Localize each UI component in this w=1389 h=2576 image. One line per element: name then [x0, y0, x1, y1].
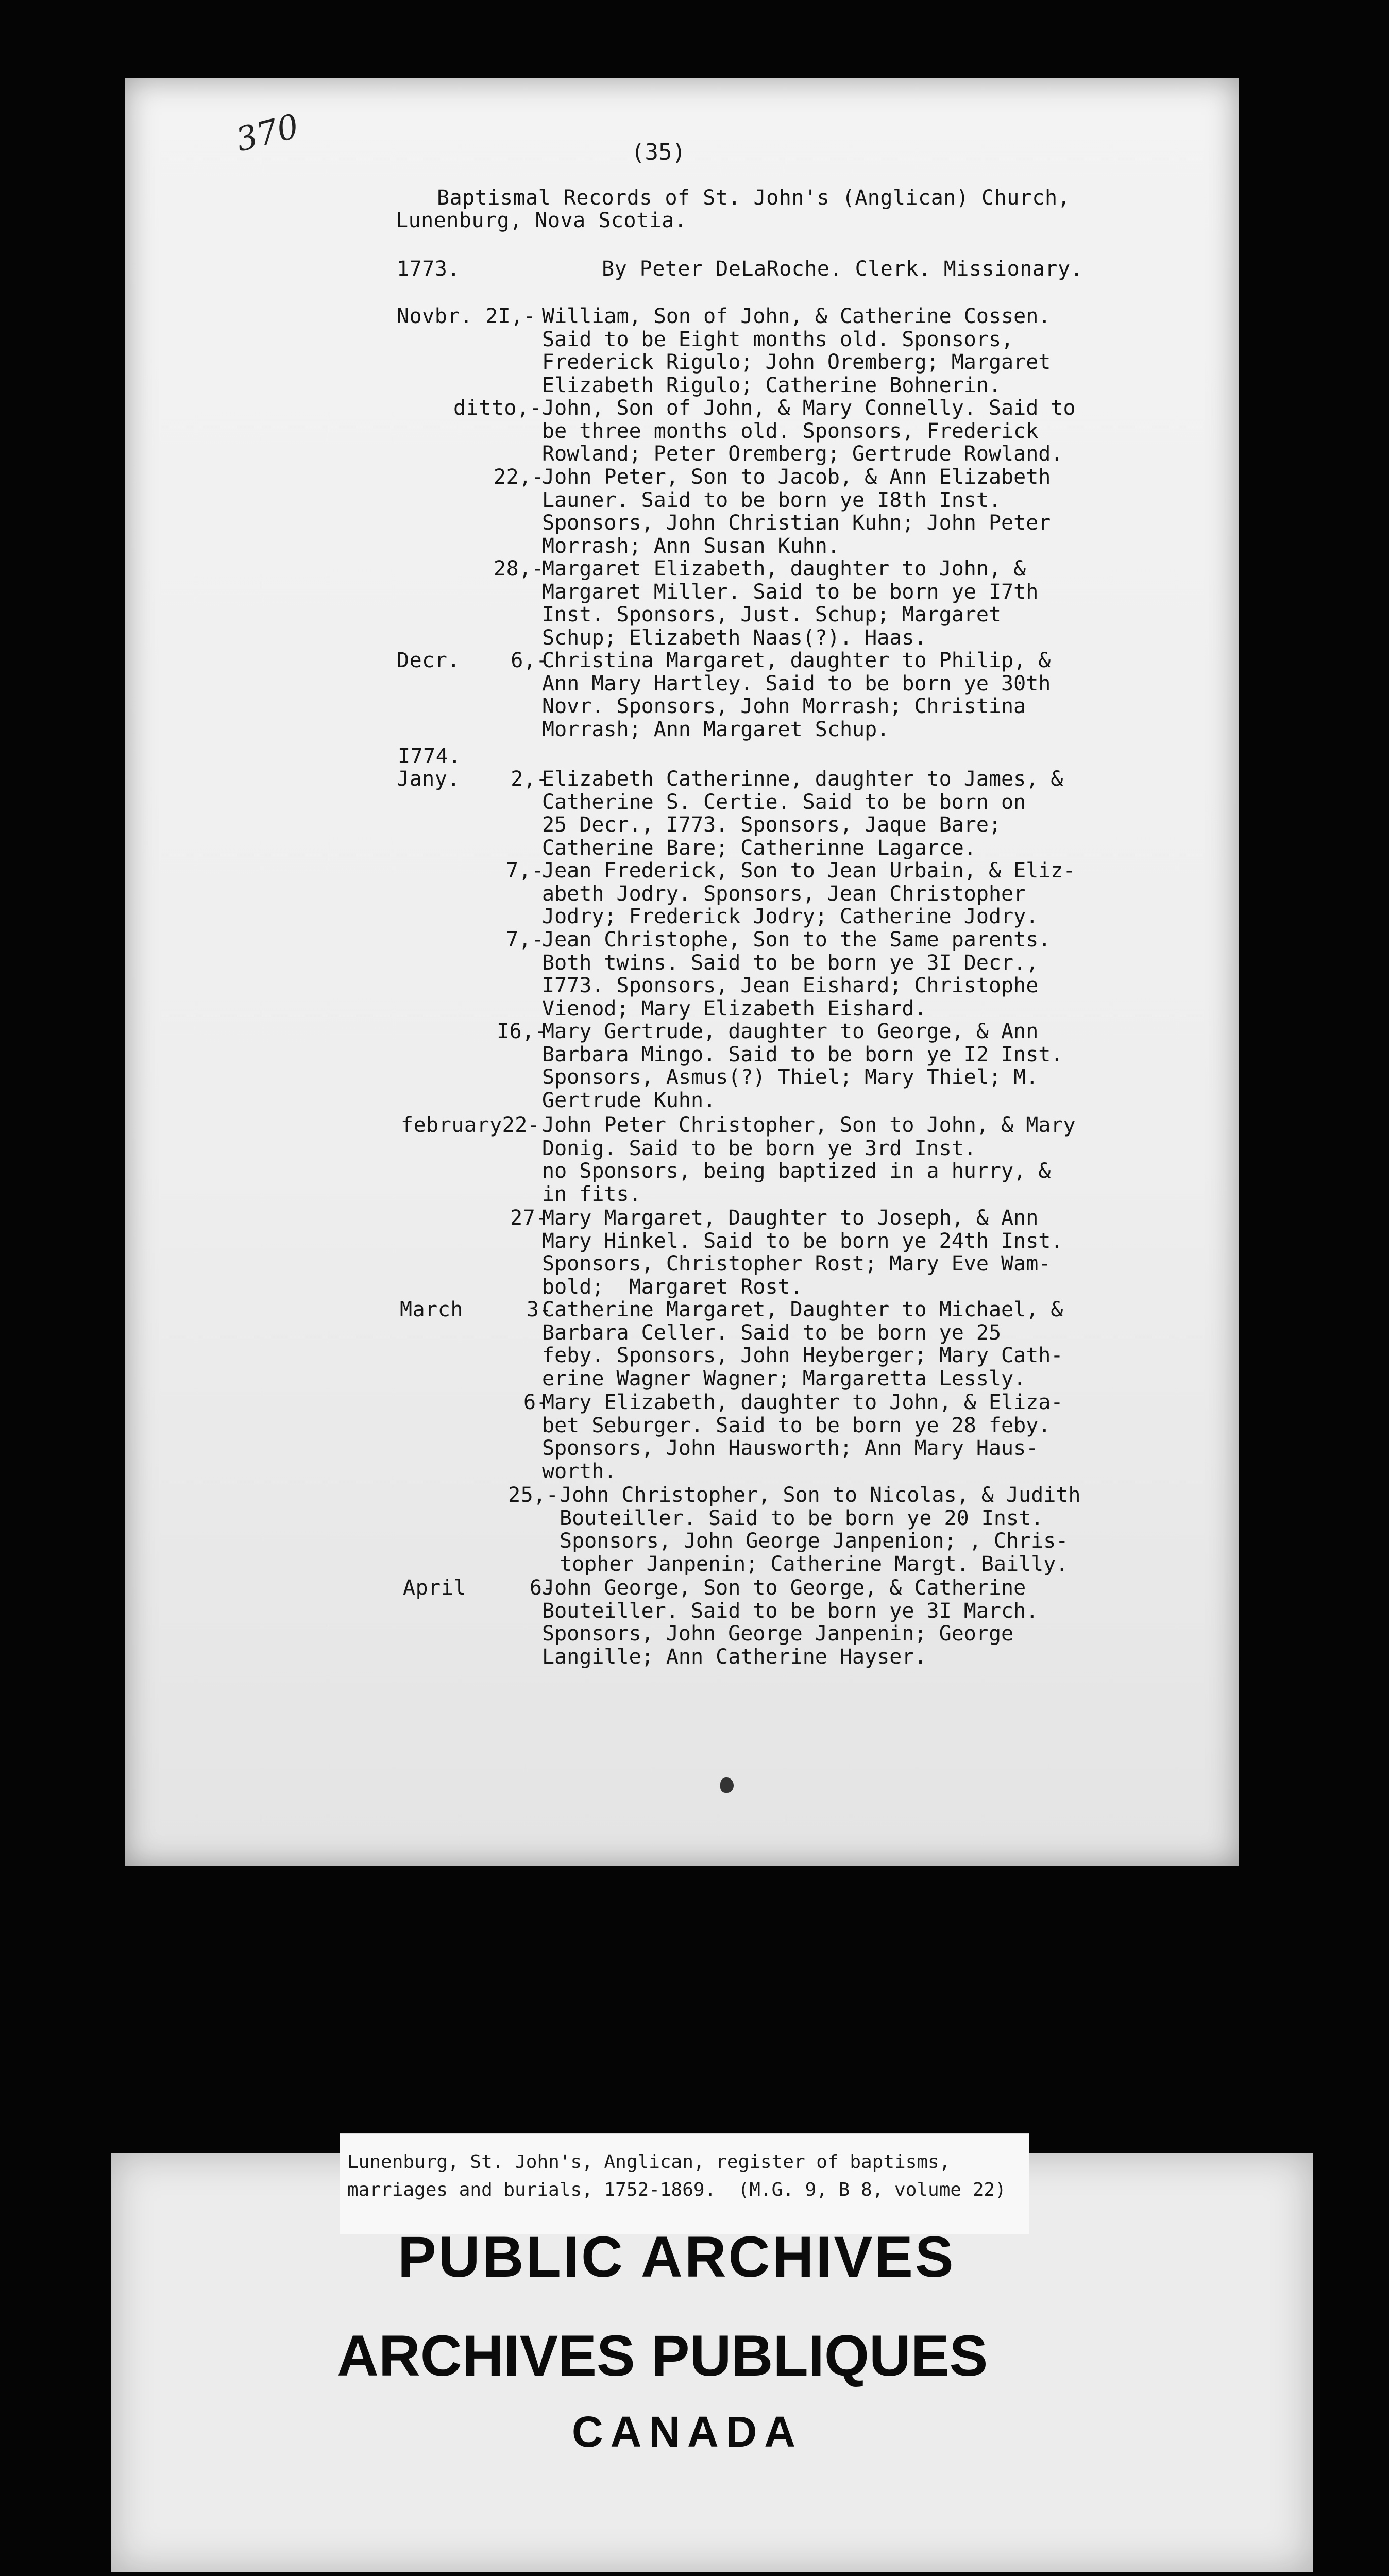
entry-line: bold; Margaret Rost.: [542, 1275, 803, 1299]
entry-date-label: Decr. 6,-: [397, 649, 549, 672]
entry-line: Inst. Sponsors, Just. Schup; Margaret: [542, 603, 1002, 626]
entry-date-label: Novbr. 2I,-: [397, 304, 536, 328]
entry-line: Catherine Bare; Catherinne Lagarce.: [542, 836, 976, 860]
archives-stamp-french: ARCHIVES PUBLIQUES: [337, 2324, 988, 2388]
entry-date-label: March 3-: [400, 1298, 552, 1321]
catalog-label-line1: Lunenburg, St. John's, Anglican, register of baptisms,: [347, 2151, 951, 2173]
entry-line: abeth Jodry. Sponsors, Jean Christopher: [542, 882, 1026, 906]
entry-line: Margaret Elizabeth, daughter to John, &: [542, 557, 1026, 581]
entry-date-label: february22-: [401, 1113, 540, 1137]
entry-line: Sponsors, John Hausworth; Ann Mary Haus-: [542, 1436, 1039, 1460]
entry-line: Both twins. Said to be born ye 3I Decr.,: [542, 951, 1039, 975]
archives-stamp-country: CANADA: [572, 2408, 803, 2456]
entry-date-label: 27-: [510, 1206, 548, 1230]
entry-line: Novr. Sponsors, John Morrash; Christina: [542, 694, 1026, 718]
entry-date-label: 28,-: [494, 557, 545, 581]
entry-line: Mary Margaret, Daughter to Joseph, & Ann: [542, 1206, 1039, 1230]
entry-line: in fits.: [542, 1182, 641, 1206]
entry-line: Frederick Rigulo; John Oremberg; Margaret: [542, 350, 1051, 374]
entry-line: I773. Sponsors, Jean Eishard; Christophe: [542, 974, 1039, 997]
entry-line: John Peter Christopher, Son to John, & Mary: [542, 1113, 1076, 1137]
entry-line: Langille; Ann Catherine Hayser.: [542, 1645, 927, 1669]
entry-line: Catherine Margaret, Daughter to Michael, &: [542, 1298, 1063, 1321]
entry-date-label: April 6-: [403, 1576, 555, 1600]
entry-line: Rowland; Peter Oremberg; Gertrude Rowland.: [542, 442, 1063, 466]
entry-date-label: 22,-: [494, 465, 545, 489]
entry-line: feby. Sponsors, John Heyberger; Mary Cath-: [542, 1344, 1063, 1367]
year-heading-1773: 1773.: [397, 257, 460, 281]
entry-line: John Peter, Son to Jacob, & Ann Elizabeth: [542, 465, 1051, 489]
entry-date-label: 6-: [523, 1391, 549, 1414]
entry-line: Margaret Miller. Said to be born ye I7th: [542, 580, 1039, 604]
entry-line: John, Son of John, & Mary Connelly. Said to: [542, 396, 1076, 420]
entry-line: Mary Gertrude, daughter to George, & Ann: [542, 1020, 1039, 1043]
entry-line: Donig. Said to be born ye 3rd Inst.: [542, 1136, 976, 1160]
entry-line: Elizabeth Catherinne, daughter to James, &: [542, 767, 1063, 791]
entry-line: worth.: [542, 1459, 617, 1483]
entry-line: Schup; Elizabeth Naas(?). Haas.: [542, 625, 927, 650]
entry-line: John George, Son to George, & Catherine: [542, 1576, 1026, 1600]
record-title-line2: Lunenburg, Nova Scotia.: [396, 209, 687, 232]
catalog-label: [340, 2133, 1029, 2234]
entry-line: topher Janpenin; Catherine Margt. Bailly.: [560, 1552, 1069, 1576]
entry-line: Bouteiller. Said to be born ye 3I March.: [542, 1599, 1039, 1623]
entry-line: Sponsors, John George Janpenion; , Chris-: [560, 1529, 1069, 1553]
entry-date-label: 25,-: [508, 1483, 559, 1507]
entry-line: Said to be Eight months old. Sponsors,: [542, 327, 1014, 351]
record-title-line1: Baptismal Records of St. John's (Anglican) Church,: [437, 186, 1071, 210]
catalog-label-line2: marriages and burials, 1752-1869. (M.G. 9, B 8, volume 22): [347, 2179, 1006, 2200]
entry-date-label: ditto,-: [453, 396, 543, 420]
entry-line: Sponsors, John George Janpenin; George: [542, 1622, 1014, 1646]
ink-blot: [720, 1777, 734, 1793]
entry-line: Jodry; Frederick Jodry; Catherine Jodry.: [542, 905, 1039, 928]
entry-line: no Sponsors, being baptized in a hurry, &: [542, 1159, 1051, 1183]
entry-line: Elizabeth Rigulo; Catherine Bohnerin.: [542, 373, 1002, 397]
entry-line: Christina Margaret, daughter to Philip, &: [542, 649, 1051, 672]
handwritten-page-number: 370: [232, 107, 303, 160]
entry-line: 25 Decr., I773. Sponsors, Jaque Bare;: [542, 813, 1002, 837]
entry-line: erine Wagner Wagner; Margaretta Lessly.: [542, 1366, 1026, 1391]
entry-line: Sponsors, Christopher Rost; Mary Eve Wam-: [542, 1252, 1051, 1276]
clergy-byline: By Peter DeLaRoche. Clerk. Missionary.: [602, 257, 1083, 281]
entry-line: John Christopher, Son to Nicolas, & Judith: [560, 1483, 1081, 1507]
entry-line: Barbara Celler. Said to be born ye 25: [542, 1320, 1002, 1345]
entry-line: Launer. Said to be born ye I8th Inst.: [542, 488, 1002, 512]
entry-line: Jean Christophe, Son to the Same parents.: [542, 928, 1051, 952]
entry-line: Mary Elizabeth, daughter to John, & Eliza-: [542, 1391, 1063, 1414]
entry-date-label: Jany. 2,-: [397, 767, 549, 791]
entry-line: Barbara Mingo. Said to be born ye I2 Inst.: [542, 1042, 1063, 1066]
entry-line: Vienod; Mary Elizabeth Eishard.: [542, 996, 927, 1021]
entry-line: Mary Hinkel. Said to be born ye 24th Inst.: [542, 1229, 1063, 1253]
entry-line: Morrash; Ann Margaret Schup.: [542, 717, 890, 741]
entry-line: be three months old. Sponsors, Frederick: [542, 419, 1039, 443]
page-number: (35): [631, 139, 686, 165]
entry-date-label: 7,-: [506, 859, 544, 883]
entry-line: William, Son of John, & Catherine Cossen.: [542, 304, 1051, 328]
entry-line: Bouteiller. Said to be born ye 20 Inst.: [560, 1506, 1044, 1530]
archives-stamp-english: PUBLIC ARCHIVES: [398, 2225, 956, 2289]
year-heading-1774: I774.: [398, 744, 461, 768]
entry-line: Sponsors, John Christian Kuhn; John Peter: [542, 511, 1051, 535]
entry-line: Jean Frederick, Son to Jean Urbain, & Eliz-: [542, 859, 1076, 883]
entry-date-label: I6,-: [497, 1020, 548, 1043]
entry-line: Ann Mary Hartley. Said to be born ye 30th: [542, 671, 1051, 696]
entry-line: Gertrude Kuhn.: [542, 1088, 716, 1112]
entry-line: Sponsors, Asmus(?) Thiel; Mary Thiel; M.: [542, 1065, 1039, 1089]
entry-line: Morrash; Ann Susan Kuhn.: [542, 534, 840, 558]
entry-line: Catherine S. Certie. Said to be born on: [542, 790, 1026, 814]
entry-line: bet Seburger. Said to be born ye 28 feby.: [542, 1413, 1051, 1437]
entry-date-label: 7,-: [506, 928, 544, 952]
